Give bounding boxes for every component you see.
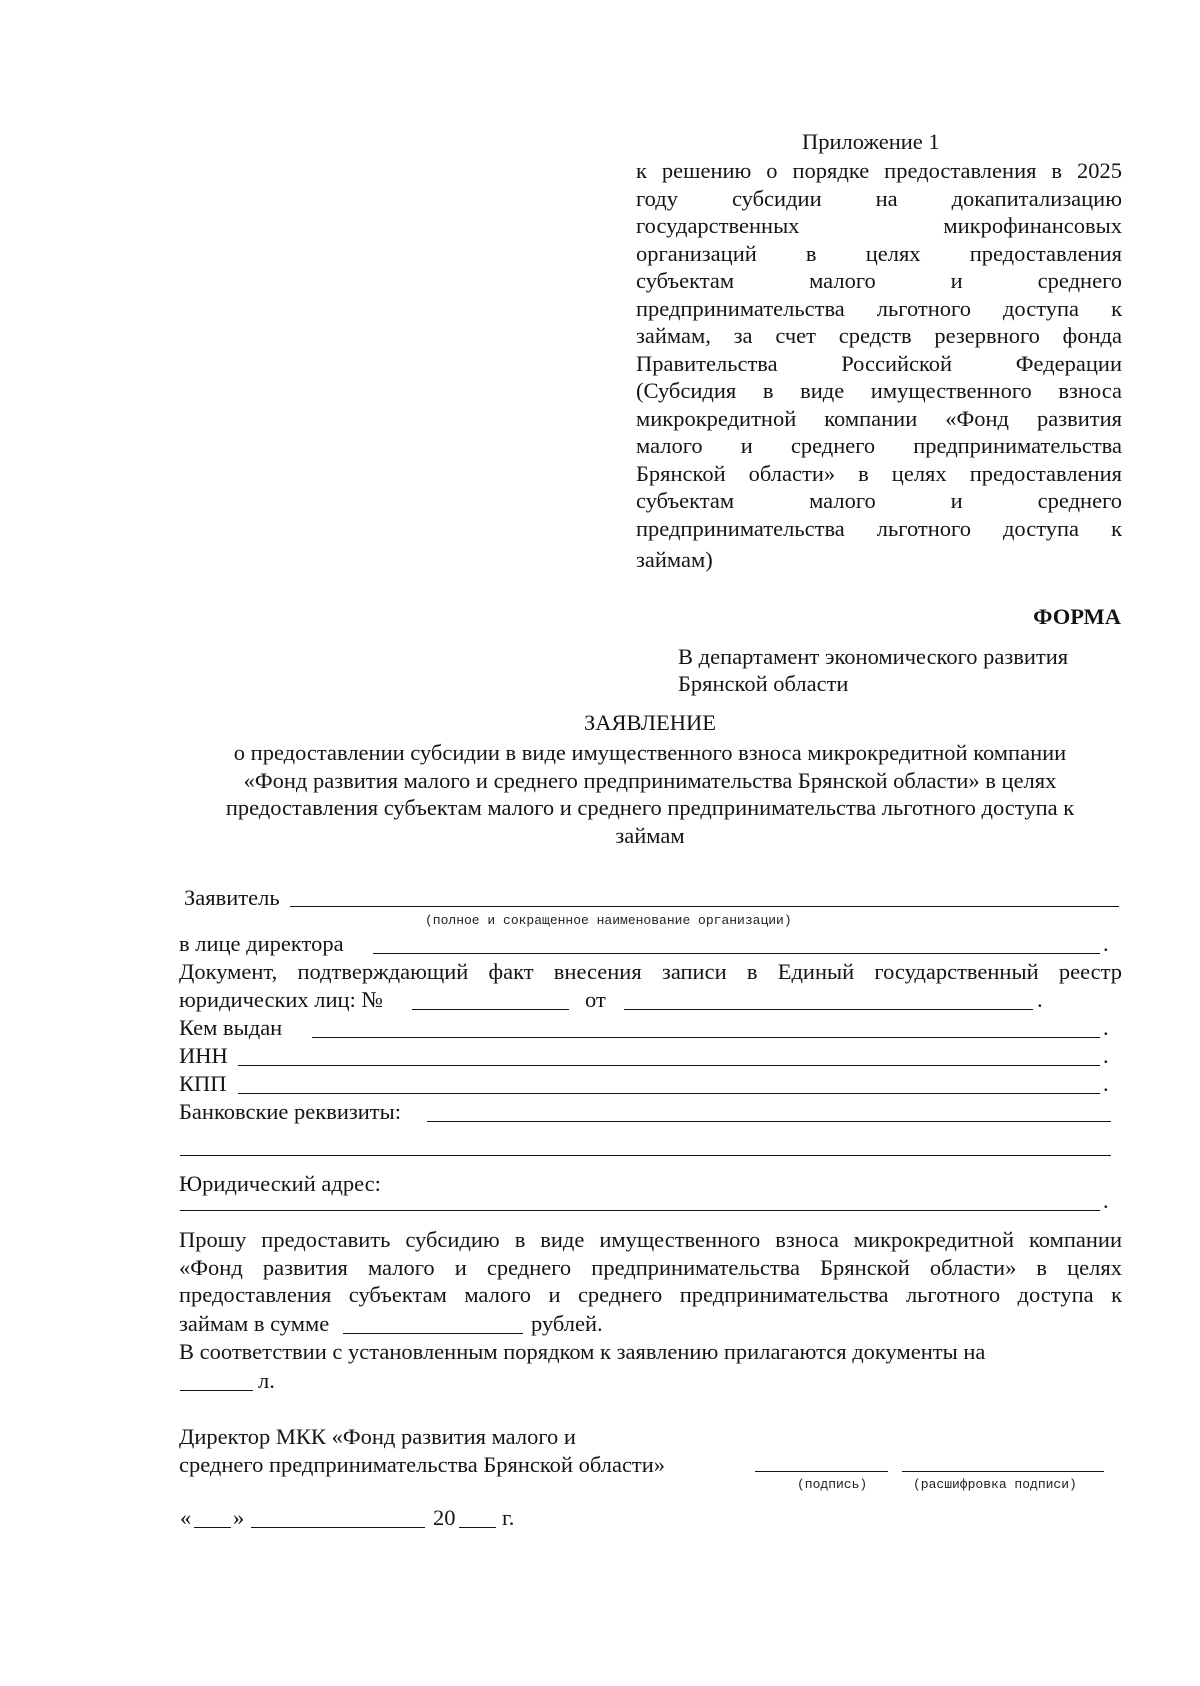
addressee-line1: В департамент экономического развития (678, 644, 1069, 669)
date-year-suffix: г. (502, 1505, 515, 1530)
sum-prefix: займам в сумме (179, 1311, 330, 1336)
subtitle-line: предоставления субъектам малого и среднего предпринимательства льготного доступа к (225, 795, 1075, 820)
date-year-prefix: 20 (433, 1505, 456, 1530)
signer-line1: Директор МКК «Фонд развития малого и (179, 1424, 576, 1449)
inn-field[interactable] (238, 1065, 1100, 1066)
issued-by-dot: . (1103, 1015, 1109, 1040)
appendix-line: предпринимательства льготного доступа к (636, 295, 1122, 321)
signature-decode-hint: (расшифровка подписи) (913, 1477, 1077, 1492)
date-year-field[interactable] (459, 1527, 496, 1528)
appendix-title: Приложение 1 (802, 129, 940, 154)
signature-decode-field[interactable] (902, 1471, 1104, 1472)
bank-field-line1[interactable] (427, 1121, 1111, 1122)
subtitle-line: «Фонд развития малого и среднего предпринимательства Брянской области» в целях (243, 767, 1057, 793)
applicant-hint: (полное и сокращенное наименование организации) (425, 913, 792, 928)
attachments-text: В соответствии с установленным порядком к заявлению прилагаются документы на (179, 1339, 986, 1364)
director-field[interactable] (373, 953, 1100, 954)
appendix-line: предпринимательства льготного доступа к (636, 515, 1122, 541)
request-line: предоставления субъектам малого и среднего предпринимательства льготного доступа к (179, 1282, 1122, 1307)
signer-line2: среднего предпринимательства Брянской области» (179, 1452, 666, 1477)
bank-label: Банковские реквизиты: (179, 1099, 402, 1124)
kpp-label: КПП (179, 1071, 227, 1096)
address-dot: . (1103, 1188, 1109, 1213)
appendix-line: (Субсидия в виде имущественного взноса (636, 378, 1122, 403)
egrul-text: Документ, подтверждающий факт внесения записи в Единый государственный реестр (179, 959, 1122, 984)
subtitle-line: о предоставлении субсидии в виде имущественного взноса микрокредитной компании (233, 740, 1067, 765)
appendix-line: организаций в целях предоставления (636, 240, 1122, 266)
date-close-quote: » (233, 1505, 245, 1530)
signature-field[interactable] (755, 1471, 888, 1472)
attachments-suffix: л. (258, 1368, 275, 1393)
egrul-from-label: от (585, 987, 606, 1012)
applicant-field[interactable] (290, 906, 1119, 907)
bank-field-line2[interactable] (180, 1155, 1111, 1156)
director-label: в лице директора (179, 931, 344, 956)
appendix-line: займам, за счет средств резервного фонда (636, 323, 1122, 348)
appendix-line: Правительства Российской Федерации (636, 350, 1122, 376)
document-subtitle (150, 739, 1150, 849)
applicant-label: Заявитель (184, 885, 280, 910)
date-month-field[interactable] (251, 1527, 425, 1528)
appendix-line: субъектам малого и среднего (636, 268, 1122, 293)
appendix-last-line: займам) (636, 547, 713, 572)
egrul-date-field[interactable] (624, 1009, 1033, 1010)
issued-by-field[interactable] (312, 1037, 1100, 1038)
address-field[interactable] (180, 1210, 1100, 1211)
appendix-text (636, 157, 1122, 542)
appendix-line: Брянской области» в целях предоставления (636, 460, 1122, 486)
date-day-field[interactable] (194, 1527, 231, 1528)
appendix-line: государственных микрофинансовых (636, 213, 1122, 238)
inn-label: ИНН (179, 1043, 228, 1068)
issued-by-label: Кем выдан (179, 1015, 283, 1040)
appendix-line: микрокредитной компании «Фонд развития (636, 405, 1122, 431)
address-label: Юридический адрес: (179, 1171, 381, 1196)
attachments-pages-field[interactable] (180, 1390, 253, 1391)
kpp-field[interactable] (238, 1093, 1100, 1094)
sum-suffix: рублей. (531, 1311, 603, 1336)
appendix-line: субъектам малого и среднего (636, 488, 1122, 513)
request-text (179, 1226, 1122, 1309)
date-open-quote: « (180, 1505, 192, 1530)
egrul-number-label: юридических лиц: № (179, 987, 383, 1012)
appendix-line: малого и среднего предпринимательства (636, 433, 1122, 458)
egrul-dot: . (1037, 987, 1043, 1012)
form-label: ФОРМА (1033, 604, 1121, 629)
request-line: «Фонд развития малого и среднего предпринимательства Брянской области» в целях (179, 1254, 1122, 1280)
kpp-dot: . (1103, 1071, 1109, 1096)
signature-hint: (подпись) (797, 1477, 868, 1492)
document-title: ЗАЯВЛЕНИЕ (584, 710, 716, 735)
director-dot: . (1103, 931, 1109, 956)
inn-dot: . (1103, 1043, 1109, 1068)
addressee-line2: Брянской области (678, 671, 849, 696)
egrul-number-field[interactable] (412, 1009, 569, 1010)
appendix-line: году субсидии на докапитализацию (636, 185, 1122, 211)
appendix-line: к решению о порядке предоставления в 2025 (636, 158, 1122, 183)
sum-field[interactable] (343, 1333, 523, 1334)
subtitle-line: займам (615, 822, 685, 848)
request-line: Прошу предоставить субсидию в виде имущественного взноса микрокредитной компании (179, 1227, 1122, 1252)
